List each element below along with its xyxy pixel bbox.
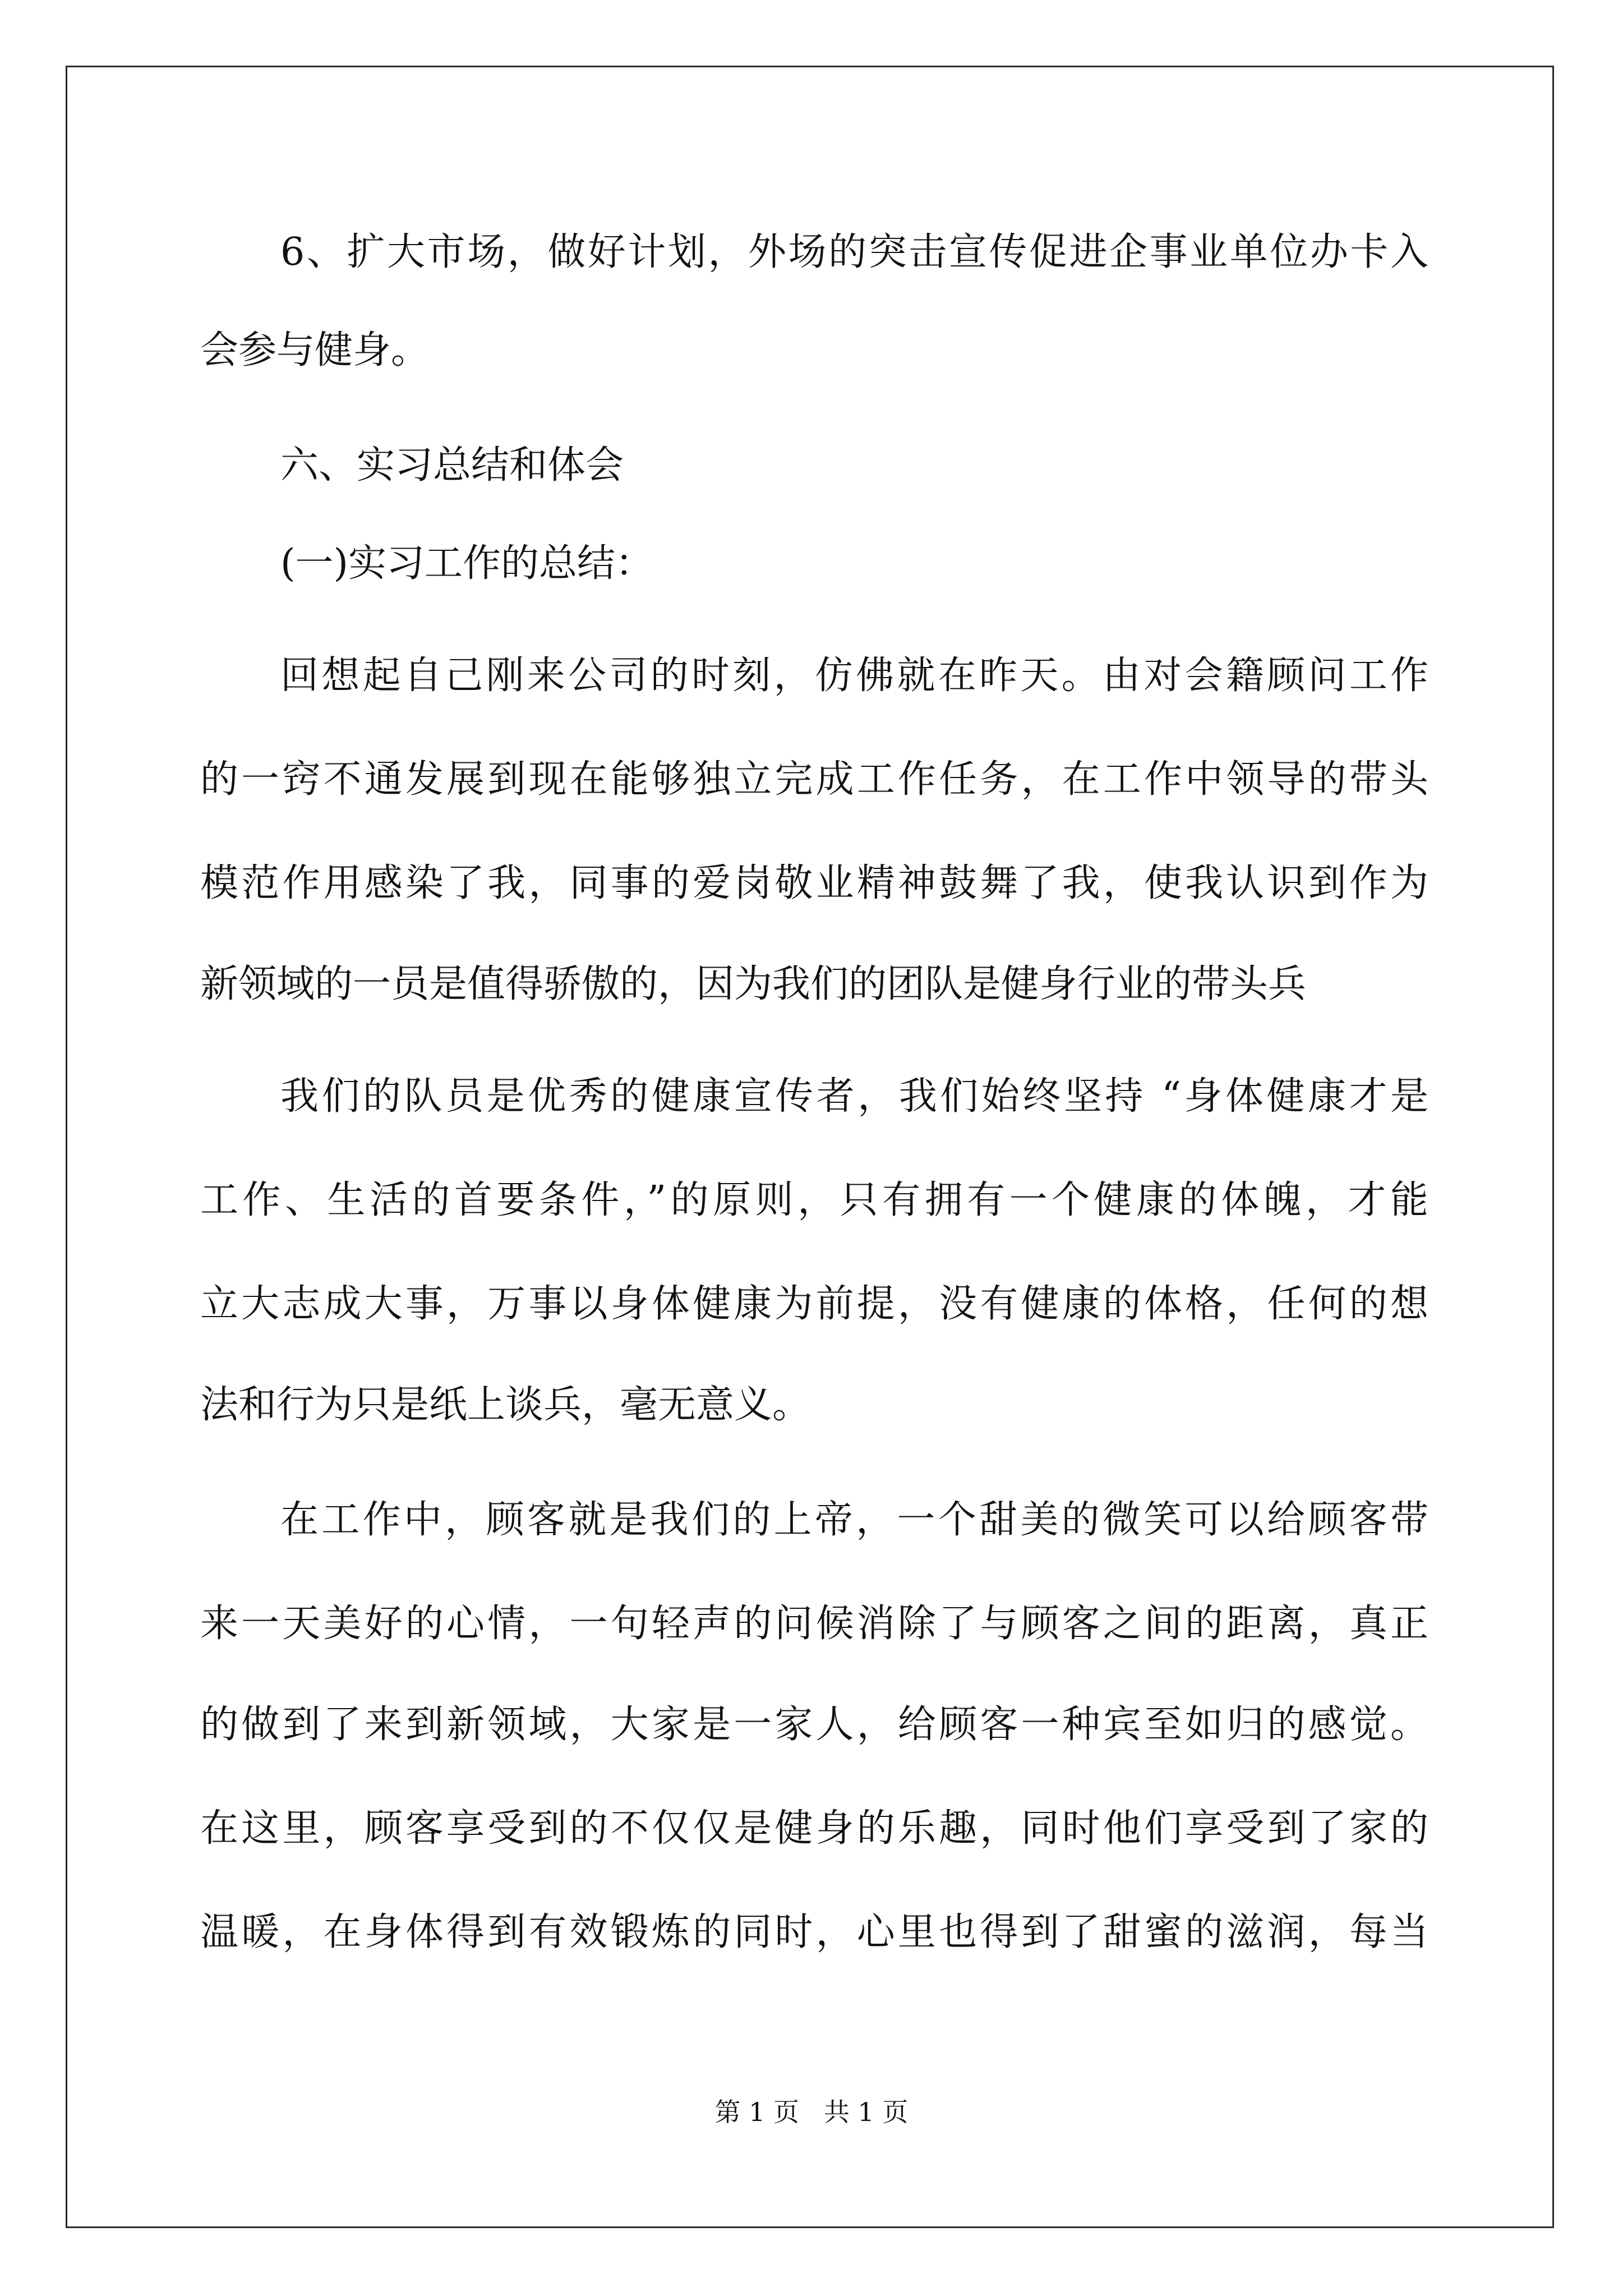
paragraph-line: 工作、生活的首要条件，”的原则，只有拥有一个健康的体魄，才能 [200, 1178, 1428, 1222]
paragraph-line: 在这里，顾客享受到的不仅仅是健身的乐趣，同时他们享受到了家的 [200, 1806, 1428, 1851]
paragraph-line: 法和行为只是纸上谈兵，毫无意义。 [200, 1383, 811, 1427]
paragraph-line: 温暖，在身体得到有效锻炼的同时，心里也得到了甜蜜的滋润，每当 [200, 1910, 1428, 1954]
section-heading: 六、实习总结和体会 [280, 443, 624, 487]
paragraph-line: 的一窍不通发展到现在能够独立完成工作任务，在工作中领导的带头 [200, 757, 1428, 802]
paragraph-line: 立大志成大事，万事以身体健康为前提，没有健康的体格，任何的想 [200, 1282, 1428, 1326]
paragraph-line: 我们的队员是优秀的健康宣传者，我们始终坚持 “身体健康才是 [280, 1074, 1428, 1119]
paragraph-line: 回想起自己刚来公司的时刻，仿佛就在昨天。由对会籍顾问工作 [280, 654, 1428, 698]
paragraph-line: 6、扩大市场，做好计划，外场的突击宣传促进企事业单位办卡入 [280, 230, 1428, 274]
page-number-footer: 第 1 页 共 1 页 [714, 2097, 909, 2127]
paragraph-line: 来一天美好的心情，一句轻声的问候消除了与顾客之间的距离，真正 [200, 1602, 1428, 1646]
paragraph-line: 会参与健身。 [200, 328, 430, 372]
paragraph-line: 的做到了来到新领域，大家是一家人，给顾客一种宾至如归的感觉。 [200, 1703, 1428, 1747]
paragraph-line: 在工作中，顾客就是我们的上帝，一个甜美的微笑可以给顾客带 [280, 1498, 1428, 1542]
subsection-heading: (一)实习工作的总结： [280, 541, 654, 586]
paragraph-line: 新领域的一员是值得骄傲的，因为我们的团队是健身行业的带头兵 [200, 962, 1307, 1006]
paragraph-line: 模范作用感染了我，同事的爱岗敬业精神鼓舞了我，使我认识到作为 [200, 861, 1428, 905]
